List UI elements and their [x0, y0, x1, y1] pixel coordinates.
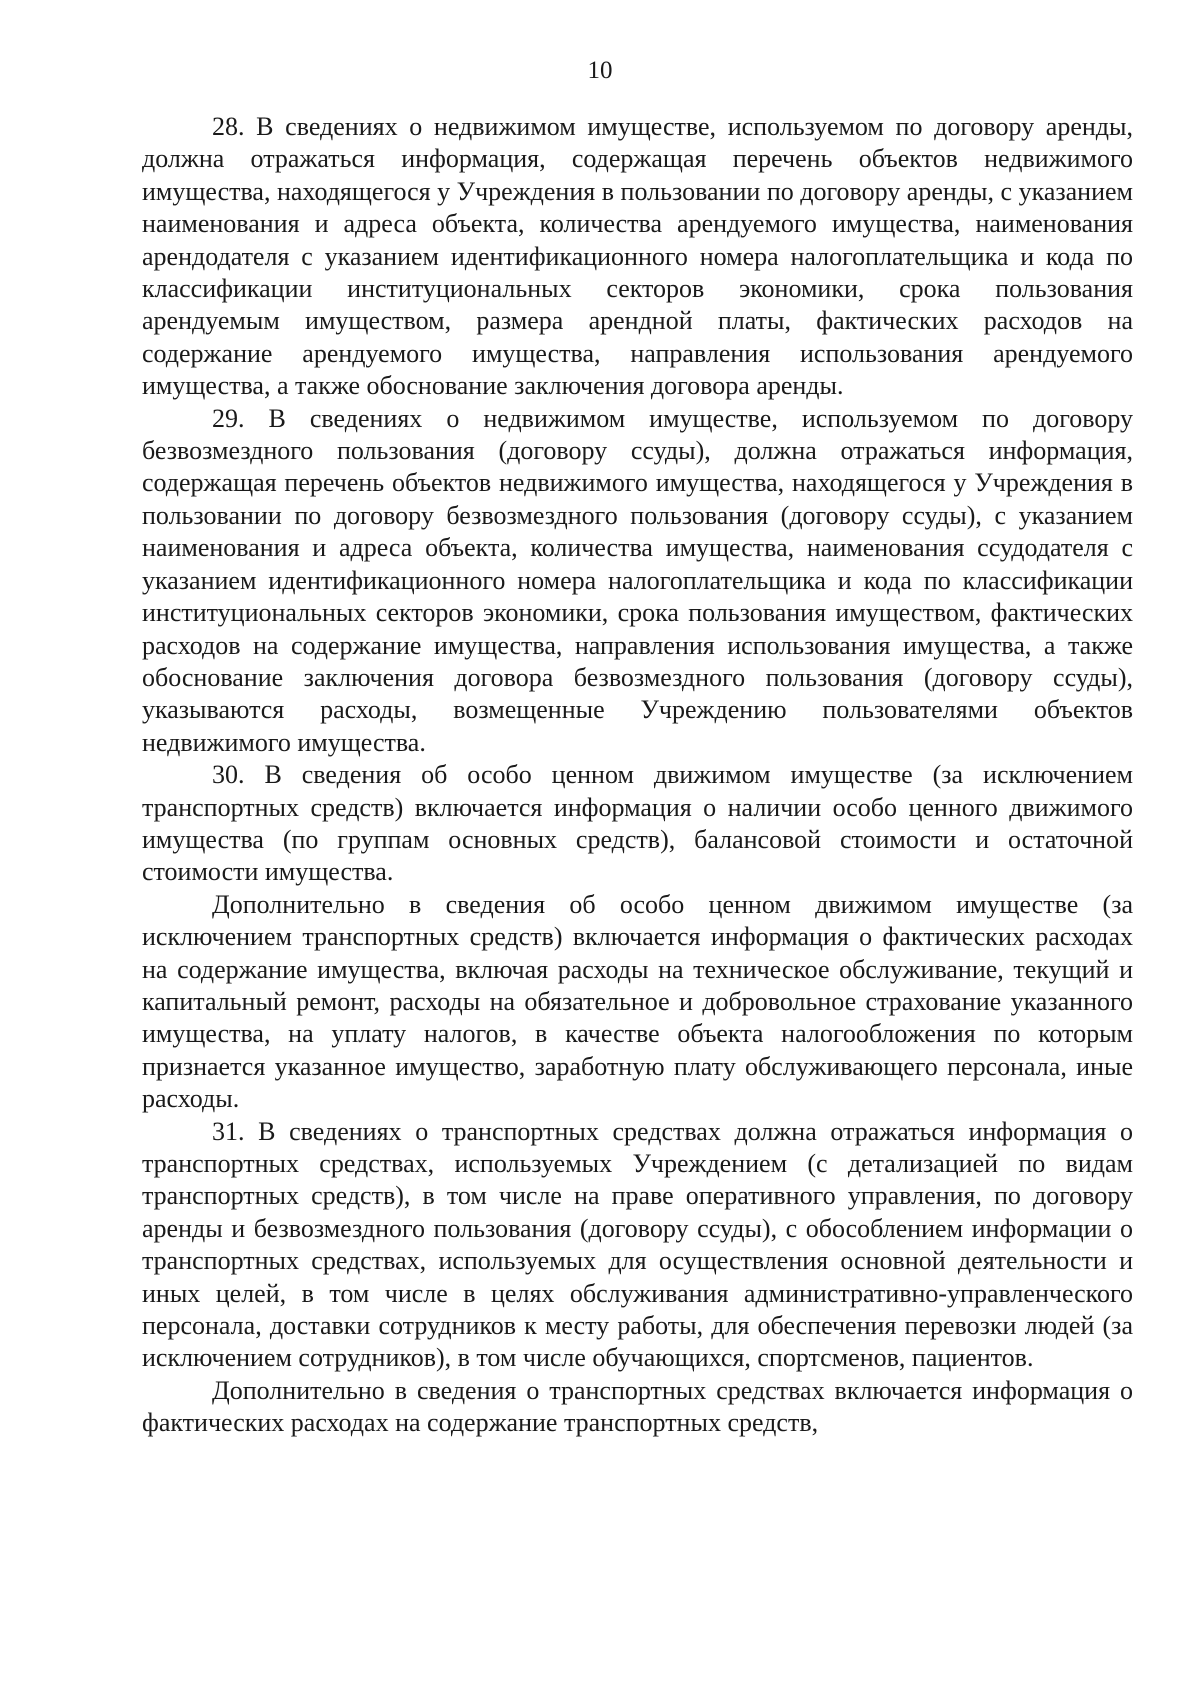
paragraph-31-additional: Дополнительно в сведения о транспортных средствах включается информация о фактических расходах на содержание транспортных средств, — [142, 1375, 1133, 1438]
paragraph-30-additional: Дополнительно в сведения об особо ценном движимом имуществе (за исключением транспортных средств) включается информация о фактических расходах на содержание имущества, включая расходы на техническое обслуживание, текущий и капитальный ремонт, расходы на обязательное и добровольное страхование указанного имущества, на уплату налогов, в качестве объекта налогообложения по которым признается указанное имущество, заработную плату обслуживающего персонала, иные расходы. — [142, 889, 1133, 1114]
document-body — [142, 111, 1133, 1440]
paragraph-28: 28. В сведениях о недвижимом имуществе, используемом по договору аренды, должна отражаться информация, содержащая перечень объектов недвижимого имущества, находящегося у Учреждения в пользовании по договору аренды, с указанием наименования и адреса объекта, количества арендуемого имущества, наименования арендодателя с указанием идентификационного номера налогоплательщика и кода по классификации институциональных секторов экономики, срока пользования арендуемым имуществом, размера арендной платы, фактических расходов на содержание арендуемого имущества, направления использования арендуемого имущества, а также обоснование заключения договора аренды. — [142, 112, 1133, 401]
paragraph-30: 30. В сведения об особо ценном движимом имуществе (за исключением транспортных средств) включается информация о наличии особо ценного движимого имущества (по группам основных средств), балансовой стоимости и остаточной стоимости имущества. — [142, 760, 1133, 887]
paragraph-29: 29. В сведениях о недвижимом имуществе, используемом по договору безвозмездного пользования (договору ссуды), должна отражаться информация, содержащая перечень объектов недвижимого имущества, находящегося у Учреждения в пользовании по договору безвозмездного пользования (договору ссуды), с указанием наименования и адреса объекта, количества имущества, наименования ссудодателя с указанием идентификационного номера налогоплательщика и кода по классификации институциональных секторов экономики, срока пользования имуществом, фактических расходов на содержание имущества, направления использования имущества, а также обоснование заключения договора безвозмездного пользования (договору ссуды), указываются расходы, возмещенные Учреждению пользователями объектов недвижимого имущества. — [142, 403, 1133, 757]
page-number: 10 — [587, 57, 613, 84]
paragraph-31: 31. В сведениях о транспортных средствах должна отражаться информация о транспортных средствах, используемых Учреждением (с детализацией по видам транспортных средств), в том числе на праве оперативного управления, по договору аренды и безвозмездного пользования (договору ссуды), с обособлением информации о транспортных средствах, используемых для осуществления основной деятельности и иных целей, в том числе в целях обслуживания административно-управленческого персонала, доставки сотрудников к месту работы, для обеспечения перевозки людей (за исключением сотрудников), в том числе обучающихся, спортсменов, пациентов. — [142, 1116, 1133, 1373]
